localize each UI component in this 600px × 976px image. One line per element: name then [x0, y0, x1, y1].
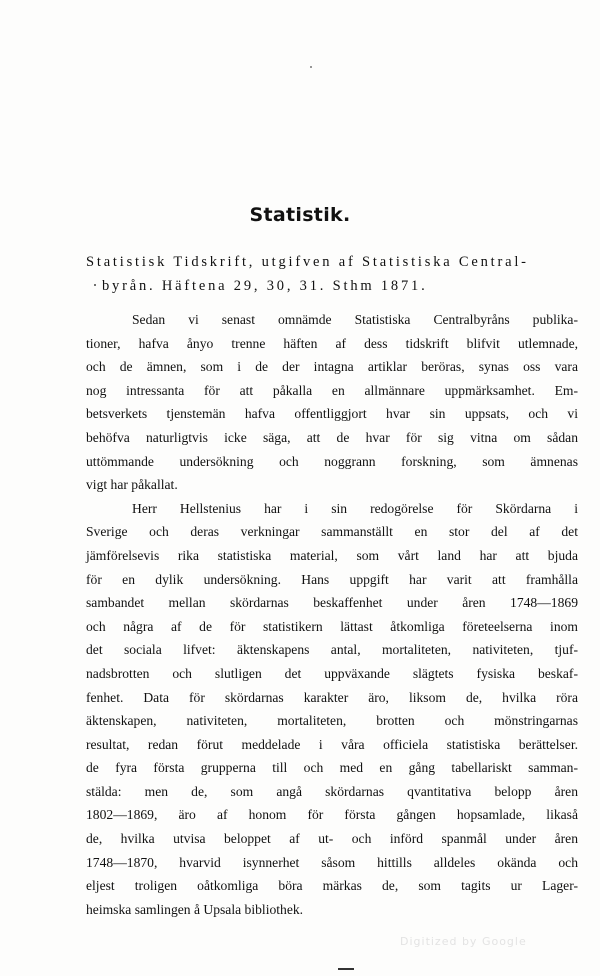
text-line: uttömmande undersökning och noggrann forskning, som ämnenas: [86, 453, 578, 469]
text-line: jämförelsevis rika statistiska material, som vårt land har att bjuda: [86, 547, 578, 563]
text-line: de, hvilka utvisa beloppet af ut- och införd spanmål under åren: [86, 831, 578, 847]
citation-line-2: byrån. Häftena 29, 30, 31. Sthm 1871.: [102, 278, 428, 294]
text-line: behöfva naturligtvis icke säga, att de hvar för sig vitna om sådan: [86, 429, 578, 445]
text-line: fenhet. Data för skördarnas karakter äro, liksom de, hvilka röra: [86, 689, 578, 705]
text-line: äktenskapen, nativiteten, mortaliteten, brotten och mönstringarnas: [86, 713, 578, 729]
paragraph-2: [86, 497, 578, 922]
text-line: det sociala lifvet: äktenskapens antal, mortaliteten, nativiteten, tjuf-: [86, 642, 578, 658]
text-line: nog intressanta för att påkalla en allmännare uppmärksamhet. Em-: [86, 382, 578, 398]
text-line: betsverkets tjenstemän hafva offentliggjort hvar sin uppsats, och vi: [86, 406, 578, 422]
text-line: tioner, hafva ånyo trenne häften af dess tidskrift blifvit utlemnade,: [86, 335, 578, 351]
text-line: resultat, redan förut meddelade i våra officiela statistiska berättelser.: [86, 736, 578, 752]
section-heading: Statistik.: [249, 204, 351, 226]
text-line: stälda: men de, som angå skördarnas qvantitativa belopp åren: [86, 783, 578, 799]
margin-mark: [94, 284, 96, 286]
text-line: Herr Hellstenius har i sin redogörelse för Skördarna i: [132, 500, 578, 516]
text-line: eljest troligen oåtkomliga böra märkas de, som tagits ur Lager-: [86, 878, 578, 894]
page-speck: [310, 66, 312, 68]
text-line: de fyra första grupperna till och med en gång tabellariskt samman-: [86, 760, 578, 776]
text-line: och de ämnen, som i de der intagna artiklar beröras, synas oss vara: [86, 359, 578, 375]
text-line: heimska samlingen å Upsala bibliothek.: [86, 901, 304, 917]
text-line: vigt har påkallat.: [86, 477, 178, 493]
text-line: och några af de för statistikern lättast åtkomliga företeelserna inom: [86, 618, 578, 634]
page-foot-mark: [338, 968, 354, 970]
text-line: sambandet mellan skördarnas beskaffenhet under åren 1748—1869: [86, 595, 578, 611]
text-line: 1802—1869, äro af honom för första gången hopsamlade, likaså: [86, 807, 578, 823]
citation-line-1: Statistisk Tidskrift, utgifven af Statistiska Central-: [86, 254, 529, 270]
text-line: 1748—1870, hvarvid isynnerhet såsom hittills alldeles okända och: [86, 854, 578, 870]
paragraph-1: [86, 308, 578, 497]
digitization-watermark: Digitized by Google: [400, 935, 527, 948]
text-line: Sedan vi senast omnämde Statistiska Centralbyråns publika-: [132, 312, 578, 327]
citation-block: [86, 250, 578, 298]
text-line: nadsbrotten och slutligen det uppväxande slägtets fysiska beskaf-: [86, 665, 578, 681]
body-text: [86, 308, 578, 921]
text-line: för en dylik undersökning. Hans uppgift har varit att framhålla: [86, 571, 578, 587]
text-line: Sverige och deras verkningar sammanställt en stor del af det: [86, 524, 578, 540]
